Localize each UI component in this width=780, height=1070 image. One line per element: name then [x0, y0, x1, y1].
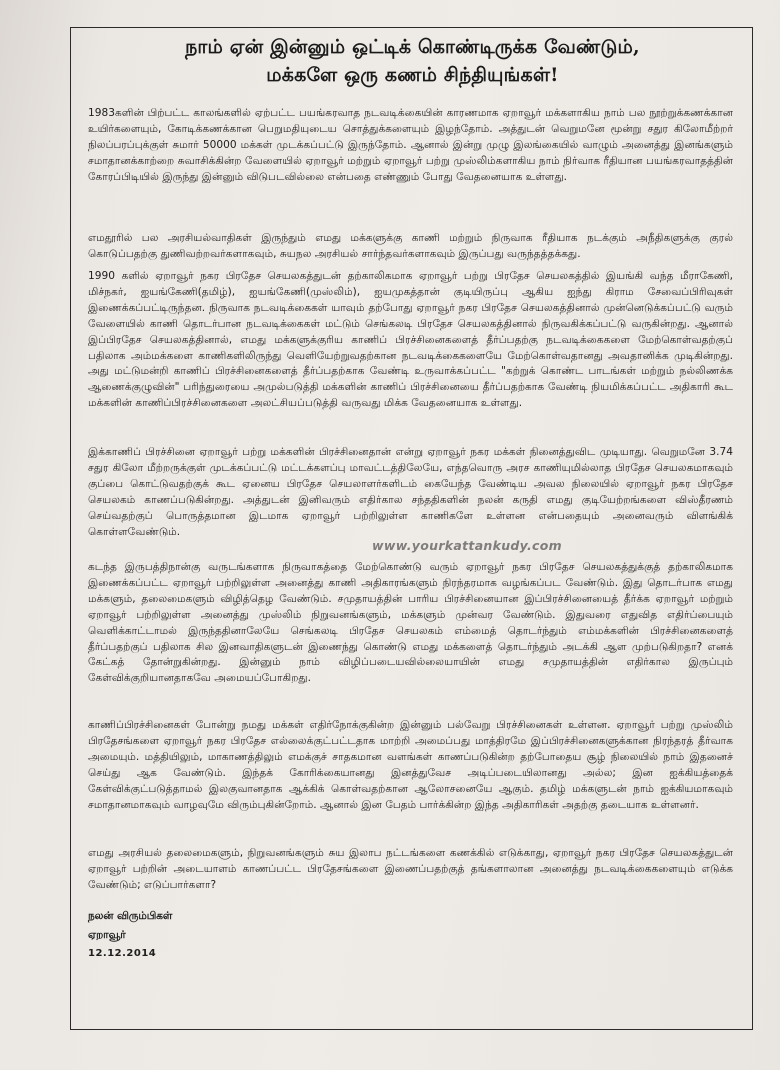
signature-signatories: நலன் விரும்பிகள்	[88, 910, 173, 922]
paragraph-7: எமது அரசியல் தலைமைகளும், நிறுவனங்களும் சுய இலாப நட்டங்களை கணக்கில் எடுக்காது, ஏறாவூர் நகர பிரதேச செயலகத்துடன் ஏறாவூர் பற்றின் அடையாளம் காணப்பட்ட பிரதேசங்களை இணைப்பதற்குத் தங்களாலான அனைத்து நடவடிக்கைகளையும் எடுக்க வேண்டும்; எடுப்பார்களா?	[88, 847, 733, 891]
paragraph-6: காணிப்பிரச்சினைகள் போன்று நமது மக்கள் எதிர்நோக்குகின்ற இன்னும் பல்வேறு பிரச்சினைகள் உள்ளன. ஏறாவூர் பற்று முஸ்லிம் பிரதேசங்களை ஏறாவூர் நகர பிரதேச எல்லைக்குட்பட்டதாக மாற்றி அமைப்பது மாத்திரமே இப்பிரச்சினைகளுக்கான நிரந்தரத் தீர்வாக அமையும். மத்தியிலும், மாகாணத்திலும் எமக்குச் சாதகமான வளங்கள் காணப்படுகின்ற தற்போதைய சூழ் நிலையில் நாம் இதனைச் செய்து ஆக வேண்டும். இந்தக் கோரிக்கையானது இனத்துவேச அடிப்படையிலானது அல்ல; இன ஐக்கியத்தைக் கேள்விக்குட்படுத்தாமல் இலகுவானதாக ஆக்கிக் கொள்வதற்கான ஆலோசனையே ஆகும். தமிழ் மக்களுடன் நாம் ஐக்கியமாகவும் சமாதானமாகவும் வாழவுமே விரும்புகின்றோம். ஆனால் இன பேதம் பார்க்கின்ற இந்த அதிகாரிகள் அதற்கு தடையாக உள்ளனர்.	[88, 719, 733, 811]
signature-place: ஏறாவூர்	[88, 929, 126, 941]
paragraph-3: 1990 களில் ஏறாவூர் நகர பிரதேச செயலகத்துடன் தற்காலிகமாக ஏறாவூர் பற்று பிரதேச செயலகத்தில் இயங்கி வந்த மீராகேணி, மிச்நகர், ஐயங்கேணி(தமிழ்), ஐயங்கேணி(முஸ்லிம்), ஐயமுகத்தான் குடியிருப்பு ஆகிய ஐந்து கிராம சேவைப்பிரிவுகள் இணைக்கப்பட்டிருந்தன. நிருவாக நடவடிக்கைகள் யாவும் தற்போது ஏறாவூர் நகர பிரதேச செயலகத்தினால் முன்னெடுக்கப்பட்டு வரும் வேளையில் காணி தொடர்பான நடவடிக்கைகள் மட்டும் செங்கலடி பிரதேச செயலகத்தினால் நிருவகிக்கப்பட்டு வருகின்றது. ஆனால் இப்பிரதேச செயலகத்தினால், எமது மக்களுக்குரிய காணிப் பிரச்சினைகளைத் தீர்ப்பதற்கு நடவடிக்கைகளை மேற்கொள்வதற்குப் பதிலாக அம்மக்களை காணிகளிலிருந்து வெளியேற்றுவதற்கான நடவடிக்கைகளையே மேற்கொள்வதானது அவதானிக்க முடிகின்றது. அது மட்டுமன்றி காணிப் பிரச்சினைகளைத் தீர்ப்பதற்காக வேண்டி உருவாக்கப்பட்ட "கற்றுக் கொண்ட பாடங்கள் மற்றும் நல்லிணக்க ஆணைக்குழுவின்" பரிந்துரையை அமுல்படுத்தி மக்களின் காணிப் பிரச்சினையை தீர்ப்பதற்காக வேண்டி நியமிக்கப்பட்ட அதிகாரி கூட மக்களின் காணிப்பிரச்சினைகளை அலட்சியப்படுத்தி வருவது மிக்க வேதனையாக உள்ளது.	[88, 270, 733, 410]
document-title-line2: மக்களே ஒரு கணம் சிந்தியுங்கள்!	[266, 64, 559, 86]
document-title-line1: நாம் ஏன் இன்னும் ஒட்டிக் கொண்டிருக்க வேண்டும்,	[185, 36, 640, 58]
website-watermark: www.yourkattankudy.com	[372, 538, 562, 553]
signature-date: 12.12.2014	[88, 948, 157, 959]
paragraph-2: எமதூரில் பல அரசியல்வாதிகள் இருந்தும் எமது மக்களுக்கு காணி மற்றும் நிருவாக ரீதியாக நடக்கும் அநீதிகளுக்கு குரல் கொடுப்பதற்கு துணிவற்றவர்களாகவும், சுயநல அரசியல் சார்ந்தவர்களாகவும் இருப்பது வருந்தத்தக்கது.	[88, 232, 733, 260]
paragraph-5: கடந்த இருபத்திநான்கு வருடங்களாக நிருவாகத்தை மேற்கொண்டு வரும் ஏறாவூர் நகர பிரதேச செயலகத்துக்குத் தற்காலிகமாக இணைக்கப்பட்ட ஏறாவூர் பற்றிலுள்ள அனைத்து காணி அதிகாரங்களும் நிரந்தரமாக வழங்கப்பட வேண்டும். இது தொடர்பாக எமது மக்களும், தலைமைகளும் விழித்தெழ வேண்டும். சமுதாயத்தின் பாரிய பிரச்சினையான இப்பிரச்சினையைத் தீர்க்க ஏறாவூர் மற்றும் ஏறாவூர் பற்றிலுள்ள அனைத்து முஸ்லிம் நிறுவனங்களும், மக்களும் முன்வர வேண்டும். இதுவரை எதுவித எதிர்ப்பையும் வெளிக்காட்டாமல் இருந்ததினாலேயே செங்கலடி பிரதேச செயலகம் எம்மைத் தொடர்ந்தும் எம்மக்களின் பிரச்சினைகளைத் தீர்ப்பதற்குப் பதிலாக சில இனவாதிகளுடன் இணைந்து கொண்டு எமது மக்களைத் தொடர்ந்தும் அடக்கி ஆள முற்படுகிறதா? எனக் கேட்கத் தோன்றுகின்றது. இன்னும் நாம் விழிப்படையவில்லையாயின் எமது சமுதாயத்தின் எதிர்கால இருப்பும் கேள்விக்குறியானதாகவே அமையப்போகிறது.	[88, 561, 733, 685]
paragraph-4: இக்காணிப் பிரச்சினை ஏறாவூர் பற்று மக்களின் பிரச்சினைதான் என்று ஏறாவூர் நகர மக்கள் நினைத்துவிட முடியாது. வெறுமனே 3.74 சதுர கிலோ மீற்றருக்குள் முடக்கப்பட்டு மட்டக்களப்பு மாவட்டத்திலேயே, எந்தவொரு அரச காணியுமில்லாத பிரதேச செயலகமாகவும் குப்பை கொட்டுவதற்குக் கூட ஏனைய பிரதேச செயலாளர்களிடம் கையேந்த வேண்டிய அவல நிலையில் ஏறாவூர் நகர பிரதேச செயலகம் காணப்படுகின்றது. அத்துடன் இனிவரும் எதிர்கால சந்ததிகளின் நலன் கருதி எமது குடியேற்றங்களை விஸ்தீரணம் செய்வதற்குப் பொருத்தமான இடமாக ஏறாவூர் பற்றிலுள்ள காணிகளே உள்ளன என்பதையும் அனைவரும் விளங்கிக் கொள்ளவேண்டும்.	[88, 446, 733, 538]
paragraph-1: 1983களின் பிற்பட்ட காலங்களில் ஏற்பட்ட பயங்கரவாத நடவடிக்கையின் காரணமாக ஏறாவூர் மக்களாகிய நாம் பல நூற்றுக்கணக்கான உயிர்களையும், கோடிக்கணக்கான பெறுமதியுடைய சொத்துக்களையும் இழந்தோம். அத்துடன் வெறுமனே மூன்று சதுர கிலோமீற்றர் நிலப்பரப்புக்குள் சுமார் 50000 மக்கள் முடக்கப்பட்டு இருந்தோம். ஆனால் இன்று முழு இலங்கையில் வாழும் அனைத்து இனங்களும் சமாதானக்காற்றை சுவாசிக்கின்ற வேளையில் ஏறாவூர் மற்றும் ஏறாவூர் பற்று முஸ்லிம்களாகிய நாம் நிர்வாக ரீதியான பயங்கரவாதத்தின் கோரப்பிடியில் இருந்து இன்னும் விடுபடவில்லை என்பதை எண்ணும் போது வேதனையாக உள்ளது.	[88, 107, 733, 183]
